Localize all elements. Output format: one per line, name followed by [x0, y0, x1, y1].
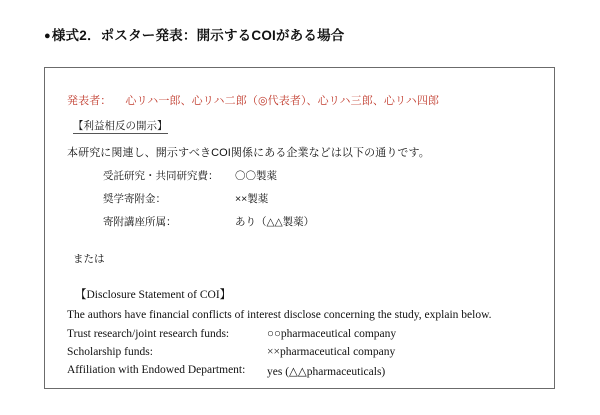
presenter-label: 発表者：	[67, 95, 112, 107]
list-item	[67, 328, 538, 340]
japanese-item-value: 〇〇製薬	[235, 170, 277, 183]
presenter-names: 心リハ一郎、心リハ二郎（◎代表者）、心リハ三郎、心リハ四郎	[125, 95, 440, 107]
japanese-disclosure-section	[67, 116, 538, 229]
bullet-icon: ●	[44, 30, 51, 42]
list-item	[103, 214, 538, 229]
english-item-term: Trust research/joint research funds:	[67, 328, 230, 341]
english-item-value: ○○pharmaceutical company	[267, 328, 397, 341]
english-lead-text: The authors have financial conflicts of interest disclose concerning the study, explain below.	[67, 309, 492, 322]
coi-box-content	[45, 68, 554, 378]
page-title-text: 様式2．ポスター発表：開示するCOIがある場合	[51, 28, 345, 43]
list-item	[103, 191, 538, 206]
english-section-title: 【Disclosure Statement of COI】	[75, 289, 232, 302]
english-item-term: Scholarship funds:	[67, 346, 153, 359]
english-item-list	[67, 328, 538, 378]
japanese-lead-text: 本研究に関連し、開示すべきCOI関係にある企業などは以下の通りです。	[67, 147, 430, 160]
english-item-value: ××pharmaceutical company	[267, 346, 396, 359]
japanese-section-title: 【利益相反の開示】	[73, 120, 168, 134]
coi-disclosure-box	[44, 67, 555, 389]
japanese-item-term: 受託研究・共同研究費：	[103, 170, 219, 183]
list-item	[67, 346, 538, 358]
english-disclosure-section	[67, 286, 538, 378]
japanese-item-value: あり（△△製薬）	[235, 216, 315, 229]
japanese-item-value: ××製薬	[235, 193, 269, 206]
english-item-term: Affiliation with Endowed Department:	[67, 364, 246, 377]
japanese-item-list	[103, 168, 538, 229]
list-item	[103, 168, 538, 183]
japanese-item-term: 寄附講座所属：	[103, 216, 177, 229]
presenter-line	[67, 92, 538, 108]
alternative-word: または	[73, 253, 105, 266]
list-item	[67, 364, 538, 378]
page-title	[44, 24, 344, 44]
japanese-item-term: 奨学寄附金：	[103, 193, 166, 206]
english-item-value: yes (△△pharmaceuticals)	[267, 366, 386, 379]
